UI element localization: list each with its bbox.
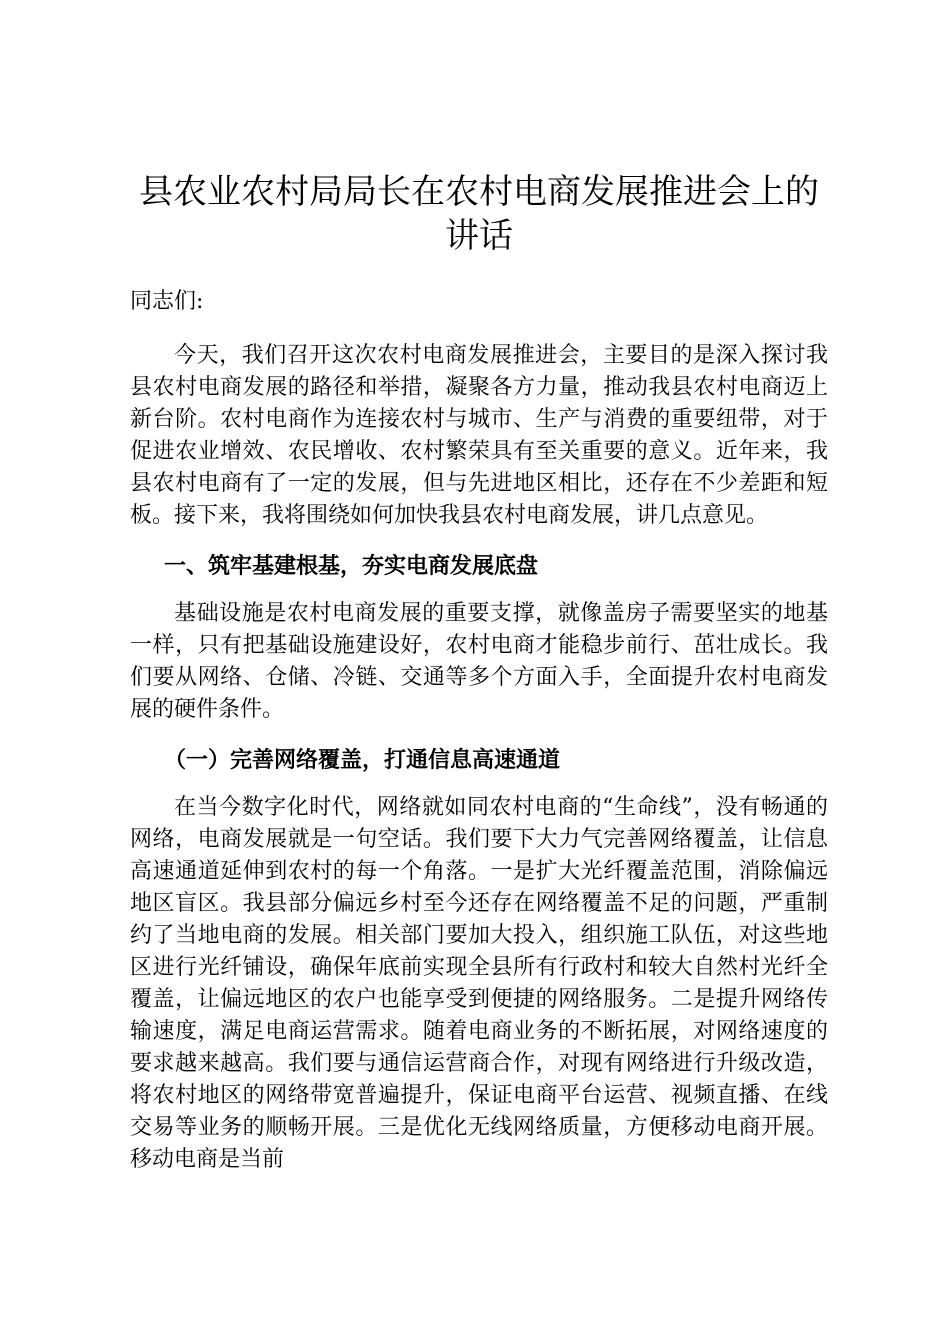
section-heading-1: 一、筑牢基建根基，夯实电商发展底盘 (164, 553, 539, 579)
document-title: 县农业农村局局长在农村电商发展推进会上的讲话 (139, 172, 819, 256)
document-page (130, 170, 828, 1194)
section-1-paragraph: 基础设施是农村电商发展的重要支撑，就像盖房子需要坚实的地基一样，只有把基础设施建设好，农村电商才能稳步前行、茁壮成长。我们要从网络、仓储、冷链、交通等多个方面入手，全面提升农村电商发展的硬件条件。 (130, 601, 828, 722)
intro-paragraph: 今天，我们召开这次农村电商发展推进会，主要目的是深入探讨我县农村电商发展的路径和举措，凝聚各方力量，推动我县农村电商迈上新台阶。农村电商作为连接农村与城市、生产与消费的重要纽带，对于促进农业增效、农民增收、农村繁荣具有至关重要的意义。近年来，我县农村电商有了一定的发展，但与先进地区相比，还存在不少差距和短板。接下来，我将围绕如何加快我县农村电商发展，讲几点意见。 (130, 343, 828, 528)
salutation: 同志们: (130, 289, 204, 314)
subsection-heading-1: （一）完善网络覆盖，打通信息高速通道 (164, 747, 561, 773)
subsection-1-paragraph: 在当今数字化时代，网络就如同农村电商的“生命线”，没有畅通的网络，电商发展就是一句空话。我们要下大力气完善网络覆盖，让信息高速通道延伸到农村的每一个角落。一是扩大光纤覆盖范围，消除偏远地区盲区。我县部分偏远乡村至今还存在网络覆盖不足的问题，严重制约了当地电商的发展。相关部门要加大投入，组织施工队伍，对这些地区进行光纤铺设，确保年底前实现全县所有行政村和较大自然村光纤全覆盖，让偏远地区的农户也能享受到便捷的网络服务。二是提升网络传输速度，满足电商运营需求。随着电商业务的不断拓展，对网络速度的要求越来越高。我们要与通信运营商合作，对现有网络进行升级改造，将农村地区的网络带宽普遍提升，保证电商平台运营、视频直播、在线交易等业务的顺畅开展。三是优化无线网络质量，方便移动电商开展。移动电商是当前 (130, 795, 828, 1172)
